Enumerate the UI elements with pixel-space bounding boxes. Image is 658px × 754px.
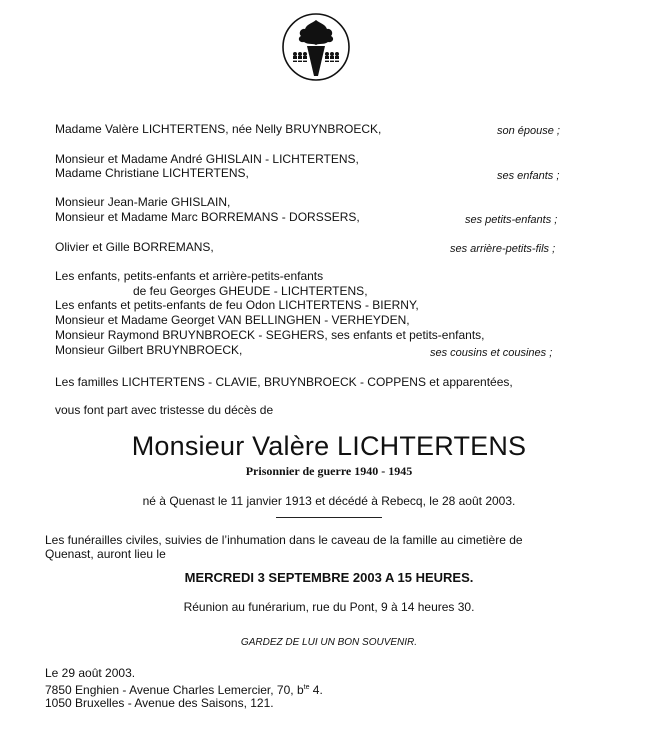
relation-label: son épouse ; [497, 125, 560, 137]
funeral-text-line: Les funérailles civiles, suivies de l’inhumation dans le caveau de la famille au cimetière de [45, 533, 523, 547]
relation-label: ses enfants ; [497, 170, 560, 182]
divider [276, 517, 382, 518]
family-line: Olivier et Gille BORREMANS, [55, 240, 214, 254]
torch-emblem-icon [281, 12, 351, 82]
family-line: Monsieur Raymond BRUYNBROECK - SEGHERS, ses enfants et petits-enfants, [55, 328, 485, 342]
address-enghien [45, 681, 323, 697]
family-line: Madame Christiane LICHTERTENS, [55, 166, 249, 180]
family-line: Monsieur et Madame Marc BORREMANS - DORSSERS, [55, 210, 360, 224]
address-bruxelles: 1050 Bruxelles - Avenue des Saisons, 121. [45, 696, 274, 710]
address-enghien-sup: te [303, 684, 310, 691]
souvenir-note: GARDEZ DE LUI UN BON SOUVENIR. [240, 637, 418, 648]
family-line: Madame Valère LICHTERTENS, née Nelly BRUYNBROECK, [55, 122, 382, 136]
relation-label: ses arrière-petits-fils ; [450, 243, 556, 255]
announcement-line: vous font part avec tristesse du décès de [55, 403, 274, 417]
family-line: Monsieur et Madame André GHISLAIN - LICHTERTENS, [55, 152, 359, 166]
relation-label: ses petits-enfants ; [465, 214, 558, 226]
deceased-subtitle: Prisonnier de guerre 1940 - 1945 [245, 464, 413, 478]
family-line: de feu Georges GHEUDE - LICHTERTENS, [133, 284, 368, 298]
reunion-info: Réunion au funérarium, rue du Pont, 9 à 14 heures 30. [183, 600, 475, 614]
family-line: Monsieur Jean-Marie GHISLAIN, [55, 195, 231, 209]
family-line: Les enfants et petits-enfants de feu Odon LICHTERTENS - BIERNY, [55, 298, 419, 312]
family-line: Les familles LICHTERTENS - CLAVIE, BRUYNBROECK - COPPENS et apparentées, [55, 375, 513, 389]
relation-label: ses cousins et cousines ; [430, 347, 553, 359]
funeral-text-line: Quenast, auront lieu le [45, 547, 166, 561]
deceased-name: Monsieur Valère LICHTERTENS [131, 431, 527, 461]
deceased-dates: né à Quenast le 11 janvier 1913 et décédé à Rebecq, le 28 août 2003. [142, 494, 516, 508]
family-line: Les enfants, petits-enfants et arrière-petits-enfants [55, 269, 324, 283]
family-line: Monsieur et Madame Georget VAN BELLINGHEN - VERHEYDEN, [55, 313, 410, 327]
address-enghien-main: 7850 Enghien - Avenue Charles Lemercier, 70, b [45, 683, 304, 697]
address-enghien-end: 4. [309, 683, 323, 697]
funeral-date: MERCREDI 3 SEPTEMBRE 2003 A 15 HEURES. [184, 570, 474, 585]
footer-date: Le 29 août 2003. [45, 666, 136, 680]
family-line: Monsieur Gilbert BRUYNBROECK, [55, 343, 243, 357]
